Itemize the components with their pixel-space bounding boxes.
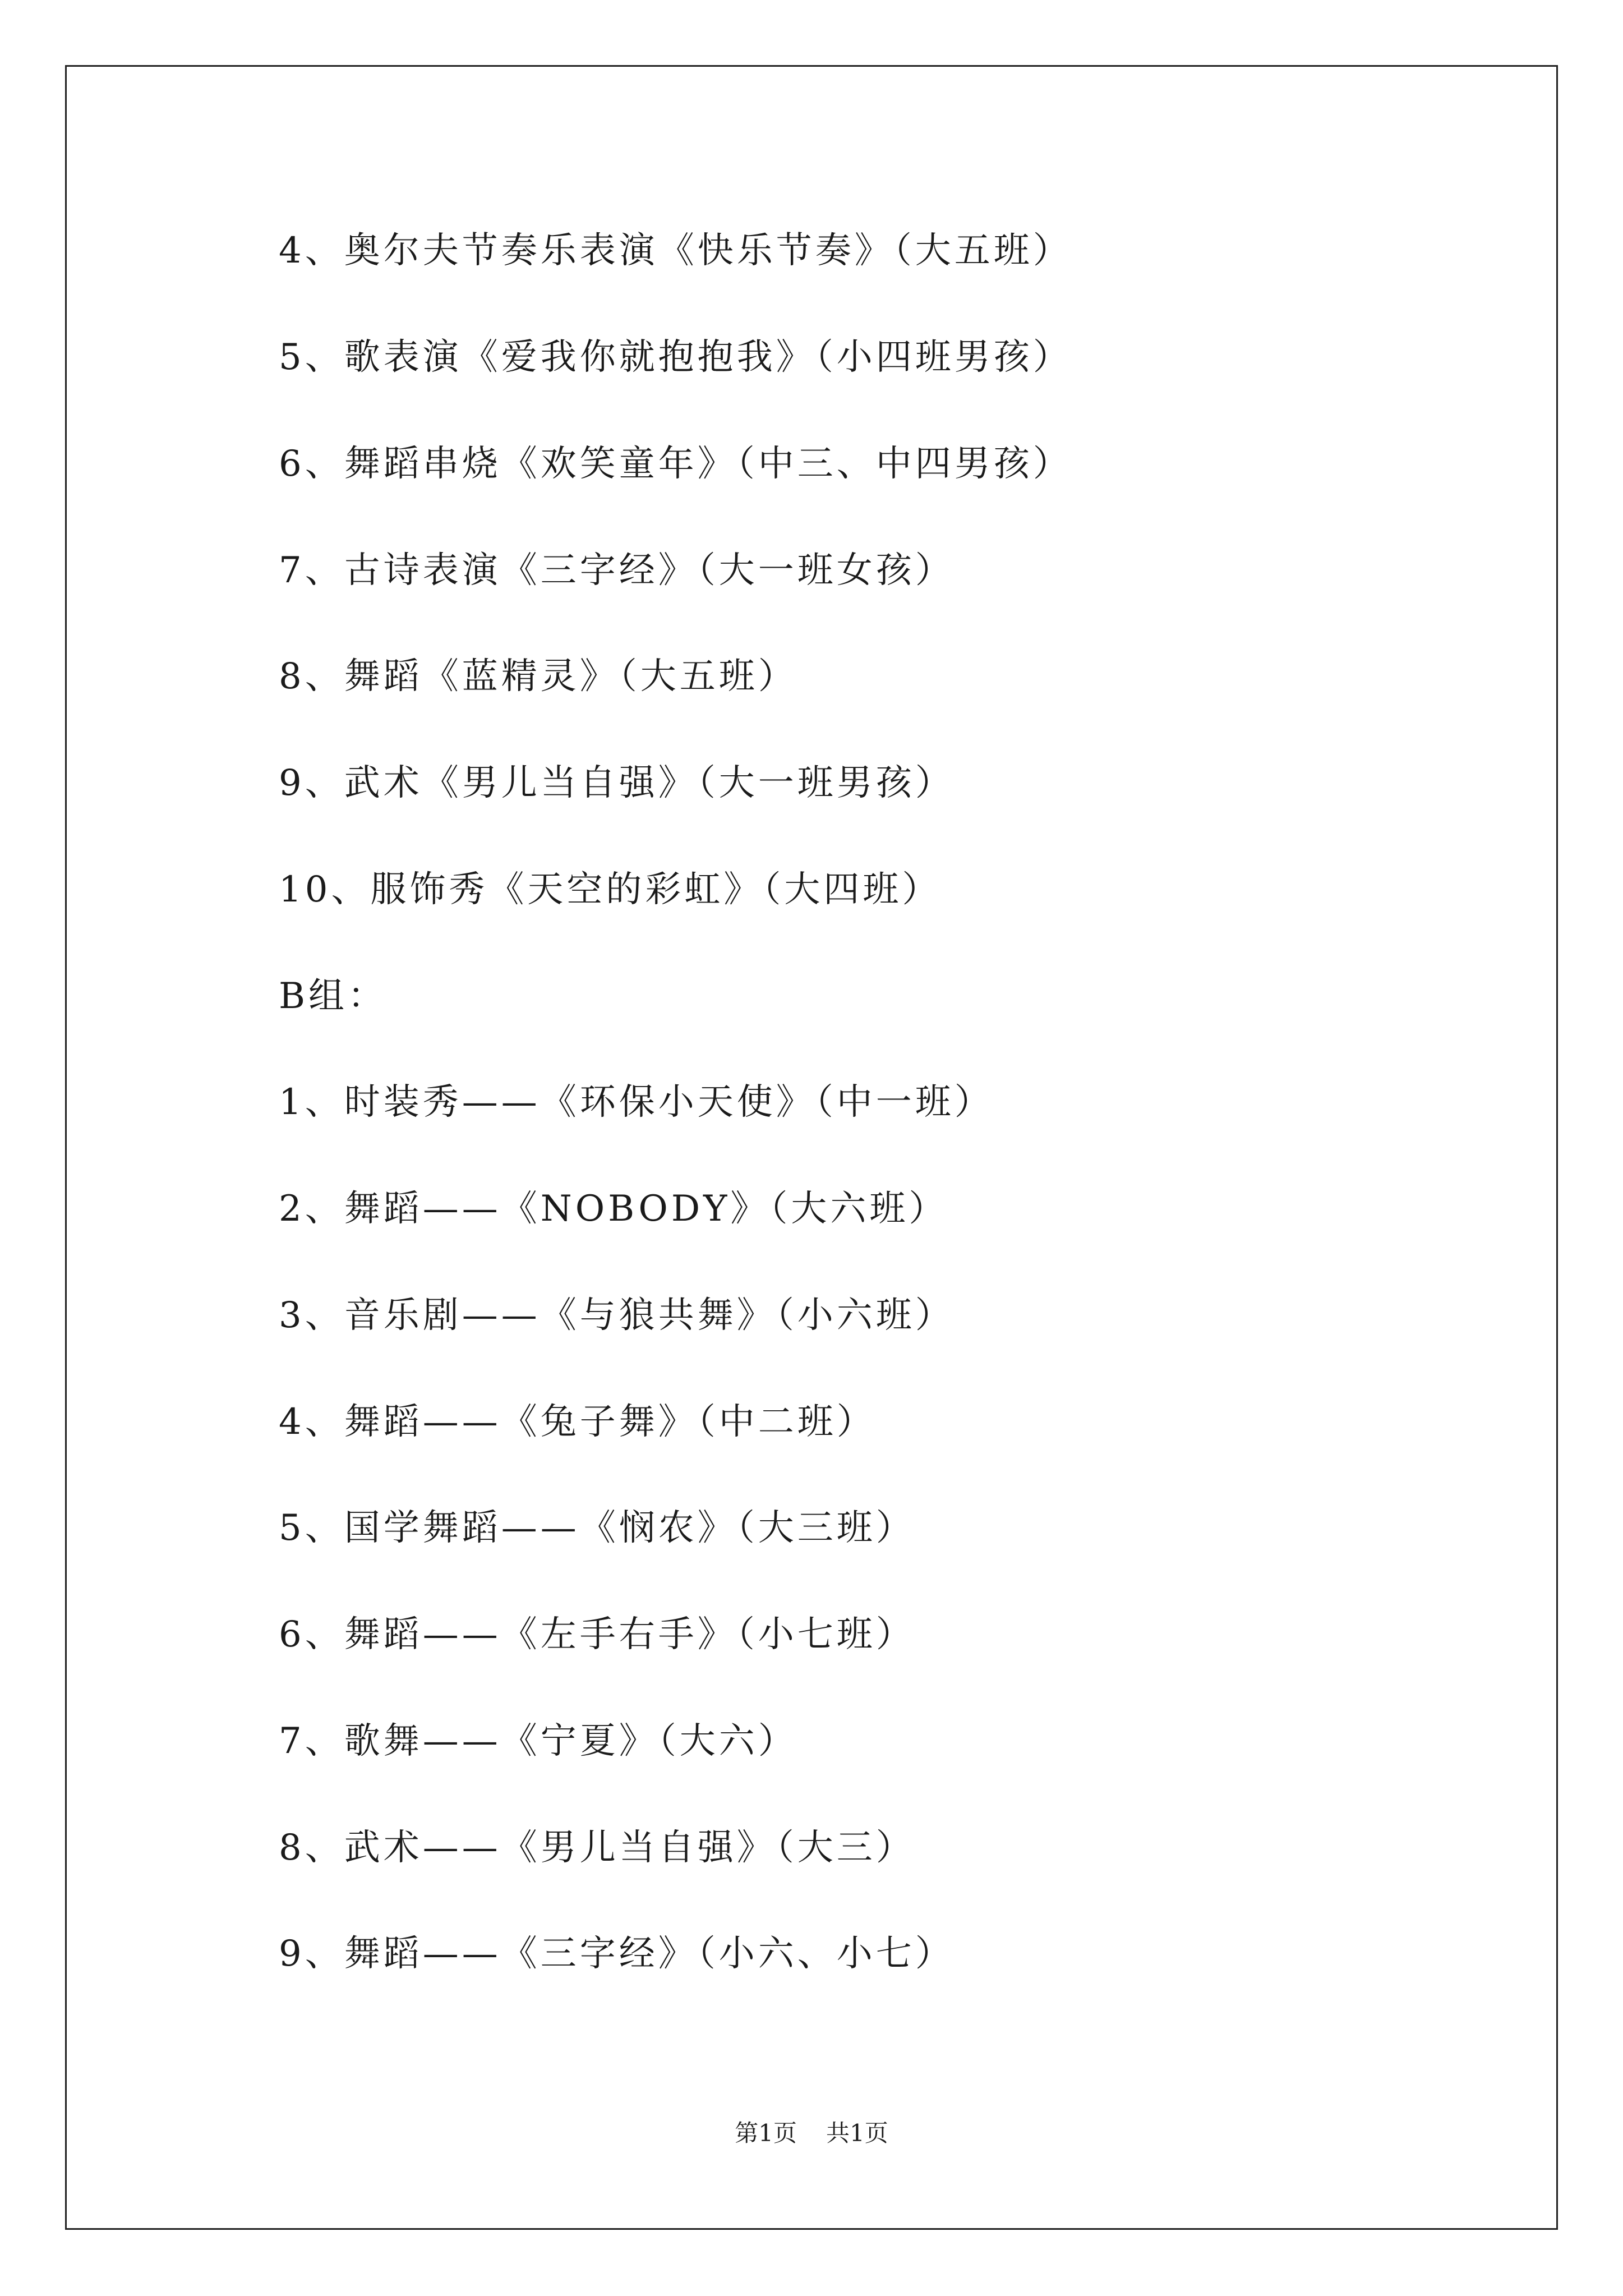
program-item: 8、舞蹈《蓝精灵》（大五班） [279, 656, 797, 697]
program-item: 2、舞蹈——《NOBODY》（大六班） [279, 1188, 948, 1230]
page-total: 共1页 [826, 2119, 888, 2147]
program-item: 8、武术——《男儿当自强》（大三） [279, 1827, 915, 1869]
program-item: 9、舞蹈——《三字经》（小六、小七） [279, 1933, 955, 1975]
group-heading: B组： [279, 976, 388, 1017]
program-item: 5、歌表演《爱我你就抱抱我》（小四班男孩） [279, 337, 1072, 378]
program-item: 9、武术《男儿当自强》（大一班男孩） [279, 762, 955, 804]
program-item: 1、时装秀——《环保小天使》（中一班） [279, 1082, 994, 1123]
page-number: 第1页 [735, 2119, 797, 2147]
program-item: 7、歌舞——《宁夏》（大六） [279, 1720, 797, 1762]
program-item: 10、服饰秀《天空的彩虹》（大四班） [279, 869, 942, 910]
program-item: 6、舞蹈——《左手右手》（小七班） [279, 1614, 915, 1655]
program-item: 4、舞蹈——《兔子舞》（中二班） [279, 1401, 876, 1443]
program-item: 7、古诗表演《三字经》（大一班女孩） [279, 550, 955, 591]
program-item: 4、奥尔夫节奏乐表演《快乐节奏》（大五班） [279, 230, 1072, 272]
document-body [279, 0, 1513, 2296]
page-footer [0, 2116, 1623, 2150]
program-item: 5、国学舞蹈——《悯农》（大三班） [279, 1507, 915, 1549]
program-item: 3、音乐剧——《与狼共舞》（小六班） [279, 1295, 955, 1336]
program-item: 6、舞蹈串烧《欢笑童年》（中三、中四男孩） [279, 443, 1072, 485]
